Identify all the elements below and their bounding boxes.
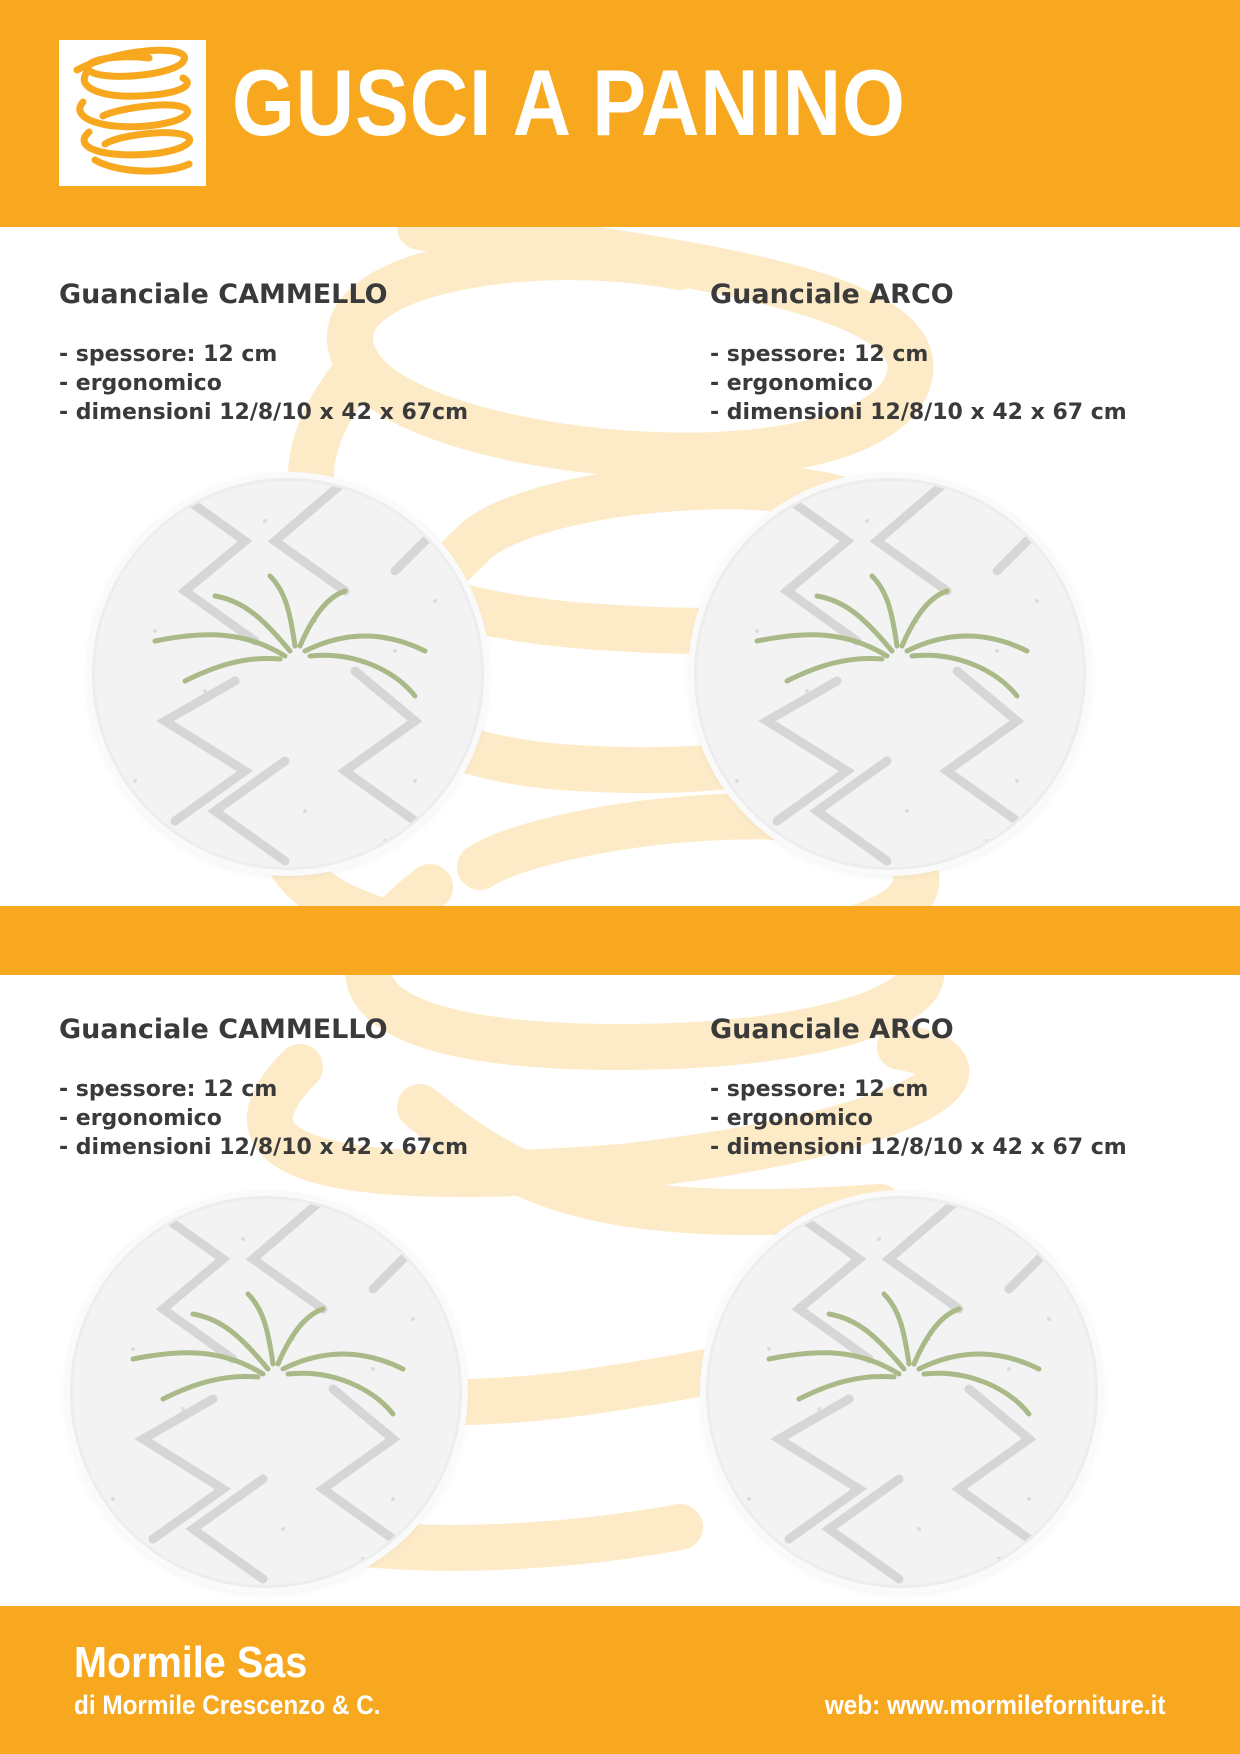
feature-item: - ergonomico xyxy=(59,1106,222,1132)
logo xyxy=(59,40,206,186)
feature-item: - dimensioni 12/8/10 x 42 x 67 cm xyxy=(710,1135,1127,1161)
product-name: Guanciale CAMMELLO xyxy=(59,1014,388,1045)
spring-coil-icon xyxy=(59,40,206,186)
product-card-arco xyxy=(710,1014,1240,1162)
feature-item: - dimensioni 12/8/10 x 42 x 67cm xyxy=(59,400,469,426)
product-name: Guanciale ARCO xyxy=(710,279,954,310)
product-card-cammello xyxy=(59,279,599,427)
aloe-vera-fabric-image xyxy=(706,1196,1098,1588)
product-card-cammello xyxy=(59,1014,599,1162)
company-subtitle: di Mormile Crescenzo & C. xyxy=(74,1690,381,1720)
website-link[interactable]: web: www.mormileforniture.it xyxy=(825,1690,1166,1720)
feature-item: - ergonomico xyxy=(710,1106,873,1132)
product-name: Guanciale CAMMELLO xyxy=(59,279,388,310)
feature-list xyxy=(710,1075,1240,1162)
feature-item: - dimensioni 12/8/10 x 42 x 67cm xyxy=(59,1135,469,1161)
feature-list xyxy=(59,1075,599,1162)
aloe-vera-fabric-image xyxy=(694,478,1086,870)
page-title: GUSCI A PANINO xyxy=(232,50,906,155)
divider-band xyxy=(0,906,1240,975)
aloe-vera-fabric-image xyxy=(92,478,484,870)
feature-item: - spessore: 12 cm xyxy=(59,1077,278,1103)
feature-item: - ergonomico xyxy=(59,371,222,397)
feature-list xyxy=(710,340,1240,427)
feature-item: - dimensioni 12/8/10 x 42 x 67 cm xyxy=(710,400,1127,426)
header-bar xyxy=(0,0,1240,227)
company-name: Mormile Sas xyxy=(74,1638,308,1687)
product-card-arco xyxy=(710,279,1240,427)
feature-item: - spessore: 12 cm xyxy=(710,1077,929,1103)
feature-item: - spessore: 12 cm xyxy=(59,342,278,368)
feature-list xyxy=(59,340,599,427)
product-name: Guanciale ARCO xyxy=(710,1014,954,1045)
feature-item: - spessore: 12 cm xyxy=(710,342,929,368)
aloe-vera-fabric-image xyxy=(70,1196,462,1588)
feature-item: - ergonomico xyxy=(710,371,873,397)
